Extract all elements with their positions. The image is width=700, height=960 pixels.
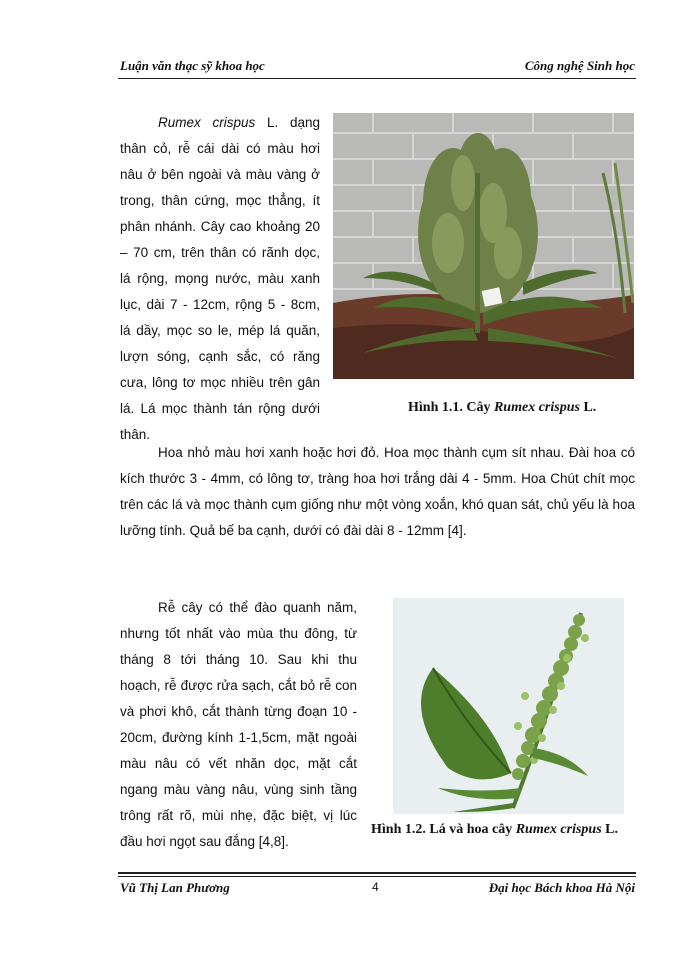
figure-1-caption-species: Rumex crispus: [493, 400, 580, 415]
figure-leaf-flower-photo: [393, 598, 624, 814]
figure-1-caption: [408, 400, 596, 416]
figure-2-caption-species: Rumex crispus: [515, 822, 602, 837]
figure-2-caption-suffix: L.: [601, 822, 619, 837]
paragraph-roots-text: Rễ cây có thể đào quanh năm, nhưng tốt nhất vào mùa thu đông, từ tháng 8 tới tháng 10. Sau khi thu hoạch, rễ được rửa sạch, cắt bỏ rễ con và phơi khô, cắt thành từng đoạn 10 - 20cm, đường kính 1-1,5cm, mặt ngoài màu nâu có vết nhăn dọc, mặt cắt ngang màu vàng nâu, vùng sinh tầng trông rất rõ, mùi nhẹ, đặc biệt, vị lúc đầu hơi ngọt sau đắng [4,8].: [120, 600, 357, 849]
header-left-title: Luận văn thạc sỹ khoa học: [120, 58, 265, 73]
page-header: [120, 56, 635, 76]
paragraph-description-text: L. dạng thân cỏ, rễ cái dài có màu hơi nâu ở bên ngoài và màu vàng ở trong, thân cứng, mọc thẳng, ít phân nhánh. Cây cao khoảng 20 – 70 cm, trên thân có rãnh dọc, lá rộng, mọng nước, màu xanh lục, dài 7 - 12cm, rộng 5 - 8cm, lá dầy, mọc so le, mép lá quăn, lượn sóng, cạnh sắc, có răng cưa, lông tơ mọc nhiều trên gân lá. Lá mọc thành tán rộng dưới thân.: [120, 115, 320, 442]
figure-2-caption-prefix: Hình 1.2. Lá và hoa cây: [371, 822, 516, 837]
paragraph-flowers-text: Hoa nhỏ màu hơi xanh hoặc hơi đỏ. Hoa mọc thành cụm sít nhau. Đài hoa có kích thước 3 - 4mm, có lông tơ, tràng hoa hơi trắng dài 4 - 5mm. Hoa Chút chít mọc trên các lá và mọc thành cụm giống như một vòng xoắn, khó quan sát, chủ yếu là hoa lưỡng tính. Quả bế ba cạnh, dưới có đài dài 8 - 12mm [4].: [120, 445, 635, 538]
paragraph-roots: [120, 595, 357, 855]
paragraph-description: [120, 110, 320, 448]
footer-author: Vũ Thị Lan Phương: [120, 880, 230, 895]
figure-1-caption-suffix: L.: [579, 400, 597, 415]
figure-plant-photo: [333, 113, 634, 379]
figure-1-caption-prefix: Hình 1.1. Cây: [408, 400, 494, 415]
header-rule: [118, 78, 636, 79]
species-name: Rumex crispus: [158, 115, 256, 130]
page-number: 4: [372, 880, 379, 894]
plant-photo-image: [333, 113, 634, 379]
paragraph-flowers: [120, 440, 635, 544]
header-right-title: Công nghệ Sinh học: [524, 58, 635, 73]
footer-institution: Đại học Bách khoa Hà Nội: [488, 880, 635, 895]
leaf-flower-photo-image: [393, 598, 624, 814]
figure-2-caption: [371, 822, 618, 838]
page-footer: [120, 880, 635, 900]
footer-rule-bottom: [118, 876, 636, 877]
footer-rule-top: [118, 872, 636, 874]
